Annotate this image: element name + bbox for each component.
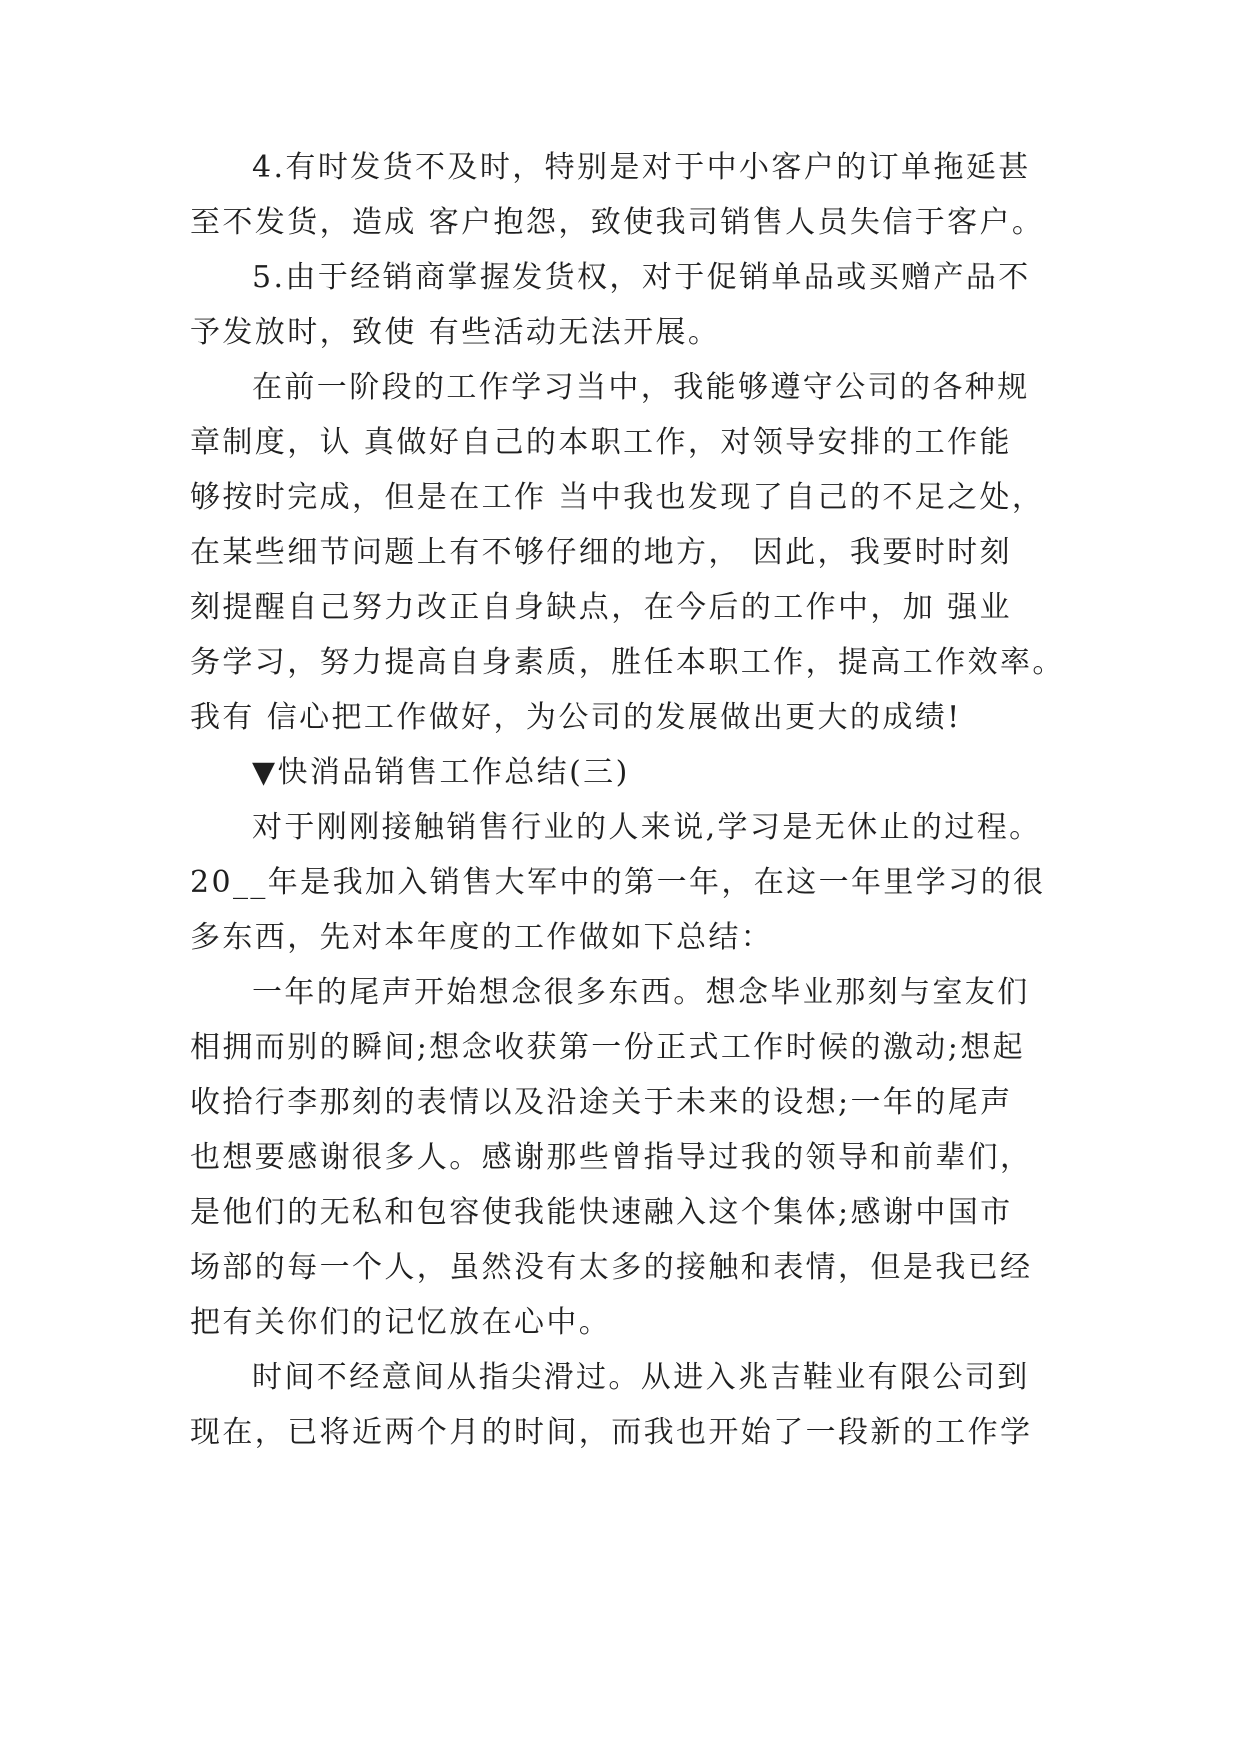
text-line: 刻提醒自己努力改正自身缺点，在今后的工作中，加 强业 [190,590,1012,625]
text-line: 多东西，先对本年度的工作做如下总结： [190,920,774,955]
text-line: 务学习，努力提高自身素质，胜任本职工作，提高工作效率。 [190,645,1065,680]
text-line: 对于刚刚接触销售行业的人来说,学习是无休止的过程。 [252,810,1042,845]
text-line: 相拥而别的瞬间;想念收获第一份正式工作时候的激动;想起 [190,1030,1026,1065]
section-heading: ▼快消品销售工作总结(三) [252,755,630,790]
text-line: 予发放时，致使 有些活动无法开展。 [190,315,721,350]
text-line: 在前一阶段的工作学习当中，我能够遵守公司的各种规 [252,370,1030,405]
text-line: 也想要感谢很多人。感谢那些曾指导过我的领导和前辈们， [190,1140,1033,1175]
text-line: 章制度，认 真做好自己的本职工作，对领导安排的工作能 [190,425,1012,460]
text-line: 在某些细节问题上有不够仔细的地方， 因此，我要时时刻 [190,535,1012,570]
text-line: 4.有时发货不及时，特别是对于中小客户的订单拖延甚 [252,150,1031,185]
text-line: 20__年是我加入销售大军中的第一年，在这一年里学习的很 [190,865,1046,900]
text-line: 现在，已将近两个月的时间，而我也开始了一段新的工作学 [190,1415,1033,1450]
text-line: 场部的每一个人，虽然没有太多的接触和表情，但是我已经 [190,1250,1033,1285]
text-line: 5.由于经销商掌握发货权，对于促销单品或买赠产品不 [252,260,1031,295]
text-line: 时间不经意间从指尖滑过。从进入兆吉鞋业有限公司到 [252,1360,1030,1395]
text-line: 把有关你们的记忆放在心中。 [190,1305,612,1340]
text-line: 一年的尾声开始想念很多东西。想念毕业那刻与室友们 [252,975,1030,1010]
text-line: 我有 信心把工作做好，为公司的发展做出更大的成绩! [190,700,962,735]
text-line: 是他们的无私和包容使我能快速融入这个集体;感谢中国市 [190,1195,1013,1230]
text-line: 收拾行李那刻的表情以及沿途关于未来的设想;一年的尾声 [190,1085,1013,1120]
text-line: 至不发货，造成 客户抱怨，致使我司销售人员失信于客户。 [190,205,1045,240]
text-line: 够按时完成，但是在工作 当中我也发现了自己的不足之处， [190,480,1045,515]
